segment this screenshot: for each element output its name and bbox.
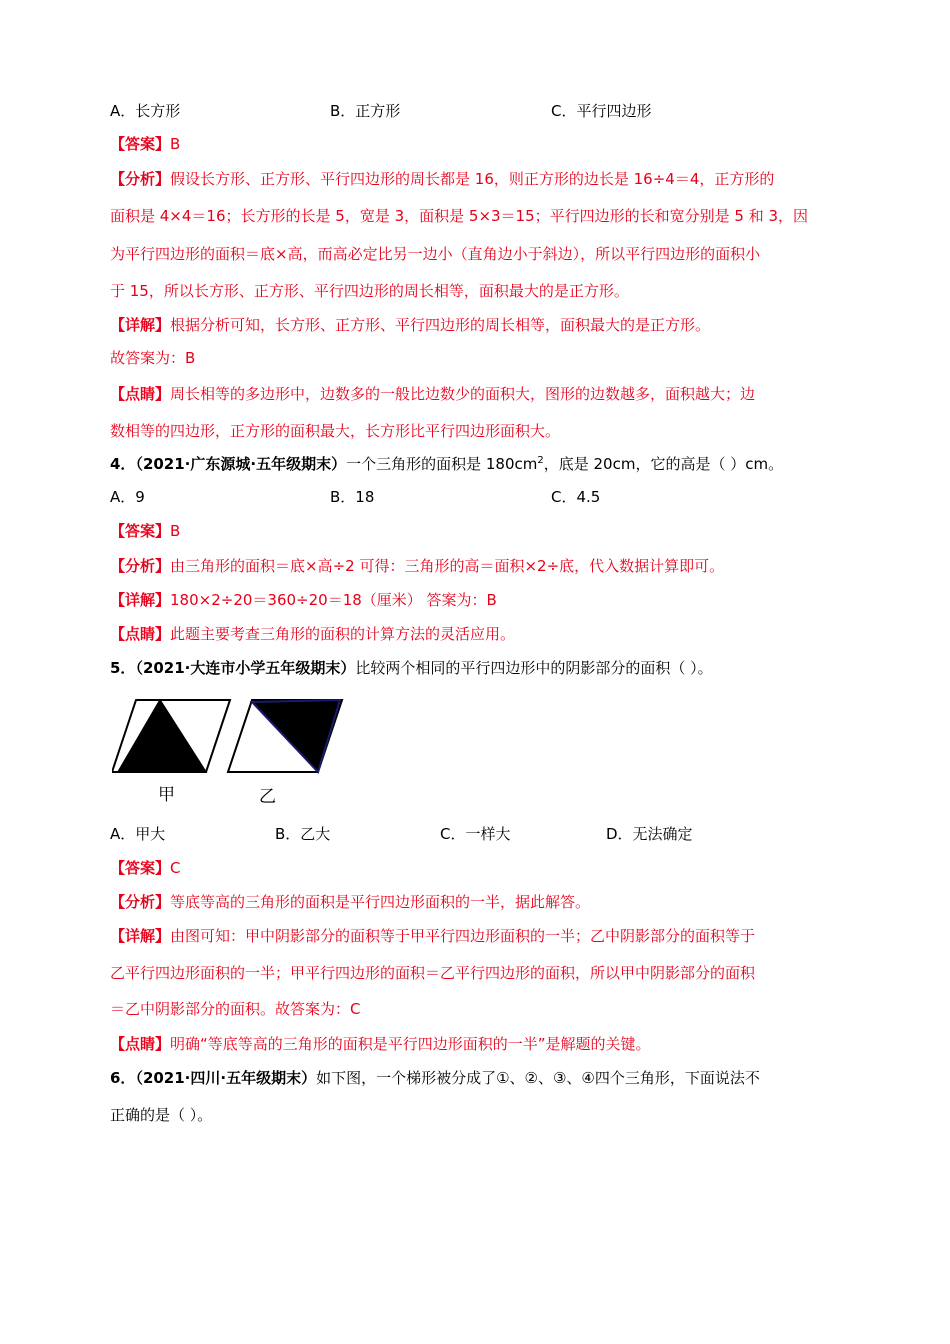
q6-stem-line-2: 正确的是（ ）。 <box>110 1106 213 1124</box>
q3-answer <box>110 134 180 154</box>
q3-comment-line-1 <box>110 384 755 404</box>
answer-tag: 【答案】 <box>110 135 171 153</box>
label-jia: 甲 <box>158 785 175 805</box>
q5-option-d: D．无法确定 <box>606 825 693 843</box>
comment-text: 周长相等的多边形中，边数多的一般比边数少的面积大，图形的边数越多，面积越大；边 <box>170 385 756 403</box>
comment-tag: 【点睛】 <box>110 385 171 403</box>
parallelograms-figure <box>112 696 352 776</box>
answer-value: B <box>170 135 181 153</box>
detail-text: 由图可知：甲中阴影部分的面积等于甲平行四边形面积的一半；乙中阴影部分的面积等于 <box>170 927 756 945</box>
q5-option-b: B．乙大 <box>275 825 331 843</box>
answer-tag: 【答案】 <box>110 522 171 540</box>
q5-detail-line-1 <box>110 926 755 946</box>
q5-analysis <box>110 892 590 912</box>
q3-analysis-line-4: 于 15，所以长方形、正方形、平行四边形的周长相等，面积最大的是正方形。 <box>110 282 629 300</box>
q4-comment <box>110 624 515 644</box>
analysis-tag: 【分析】 <box>110 170 171 188</box>
q5-detail-line-2: 乙平行四边形面积的一半；甲平行四边形的面积＝乙平行四边形的面积，所以甲中阴影部分的面积 <box>110 964 756 982</box>
analysis-text: 由三角形的面积＝底×高÷2 可得：三角形的高＝面积×2÷底，代入数据计算即可。 <box>170 557 725 575</box>
q5-source: （2021·大连市小学五年级期末） <box>135 659 356 677</box>
q6-stem-line-1 <box>110 1068 760 1088</box>
detail-tag: 【详解】 <box>110 927 171 945</box>
detail-text: 180×2÷20＝360÷20＝18（厘米） 答案为：B <box>170 591 497 609</box>
q6-stem-text: 如下图，一个梯形被分成了①、②、③、④四个三角形，下面说法不 <box>316 1069 760 1087</box>
q5-number: 5． <box>110 659 136 677</box>
comment-tag: 【点睛】 <box>110 625 171 643</box>
answer-tag: 【答案】 <box>110 859 171 877</box>
detail-text: 根据分析可知，长方形、正方形、平行四边形的周长相等，面积最大的是正方形。 <box>170 316 711 334</box>
q4-answer <box>110 521 180 541</box>
analysis-text: 等底等高的三角形的面积是平行四边形面积的一半，据此解答。 <box>170 893 591 911</box>
comment-tag: 【点睛】 <box>110 1035 171 1053</box>
comment-text: 明确“等底等高的三角形的面积是平行四边形面积的一半”是解题的关键。 <box>170 1035 651 1053</box>
q4-superscript: 2 <box>537 455 544 466</box>
detail-tag: 【详解】 <box>110 591 171 609</box>
q4-analysis <box>110 556 724 576</box>
q6-number: 6． <box>110 1069 136 1087</box>
q5-option-a: A．甲大 <box>110 825 166 843</box>
analysis-tag: 【分析】 <box>110 557 171 575</box>
q5-stem <box>110 658 713 678</box>
q4-stem-text: 一个三角形的面积是 180cm <box>346 455 538 473</box>
analysis-text: 假设长方形、正方形、平行四边形的周长都是 16，则正方形的边长是 16÷4＝4，正方形的 <box>170 170 775 188</box>
q4-stem-rest: ，底是 20cm，它的高是（ ）cm。 <box>543 455 784 473</box>
q4-detail <box>110 590 497 610</box>
q5-detail-line-3: ＝乙中阴影部分的面积。故答案为：C <box>110 1000 361 1018</box>
q3-option-b: B．正方形 <box>330 102 401 120</box>
answer-value: C <box>170 859 181 877</box>
analysis-tag: 【分析】 <box>110 893 171 911</box>
q5-comment <box>110 1034 651 1054</box>
q3-conclusion: 故答案为：B <box>110 349 196 367</box>
q3-detail <box>110 315 710 335</box>
q3-comment-line-2: 数相等的四边形，正方形的面积最大，长方形比平行四边形面积大。 <box>110 422 561 440</box>
q6-source: （2021·四川·五年级期末） <box>135 1069 317 1087</box>
detail-tag: 【详解】 <box>110 316 171 334</box>
q4-stem <box>110 454 783 474</box>
q3-option-a: A．长方形 <box>110 102 181 120</box>
q5-figure <box>112 696 352 816</box>
q3-option-c: C．平行四边形 <box>551 102 652 120</box>
label-yi: 乙 <box>259 787 276 807</box>
q3-analysis-line-3: 为平行四边形的面积＝底×高，而高必定比另一边小（直角边小于斜边），所以平行四边形的面积小 <box>110 245 761 263</box>
comment-text: 此题主要考查三角形的面积的计算方法的灵活应用。 <box>170 625 516 643</box>
q5-answer <box>110 858 181 878</box>
q3-analysis-line-2: 面积是 4×4＝16；长方形的长是 5，宽是 3，面积是 5×3＝15；平行四边形的长和宽分别是 5 和 3，因 <box>110 207 809 225</box>
q4-source: （2021·广东源城·五年级期末） <box>135 455 347 473</box>
answer-value: B <box>170 522 181 540</box>
q4-option-c: C．4.5 <box>551 488 601 506</box>
q5-option-c: C．一样大 <box>440 825 511 843</box>
q3-analysis-line-1 <box>110 169 774 189</box>
q5-stem-text: 比较两个相同的平行四边形中的阴影部分的面积（ ）。 <box>355 659 713 677</box>
q4-option-b: B．18 <box>330 488 375 506</box>
q4-number: 4． <box>110 455 136 473</box>
q4-option-a: A．9 <box>110 488 145 506</box>
